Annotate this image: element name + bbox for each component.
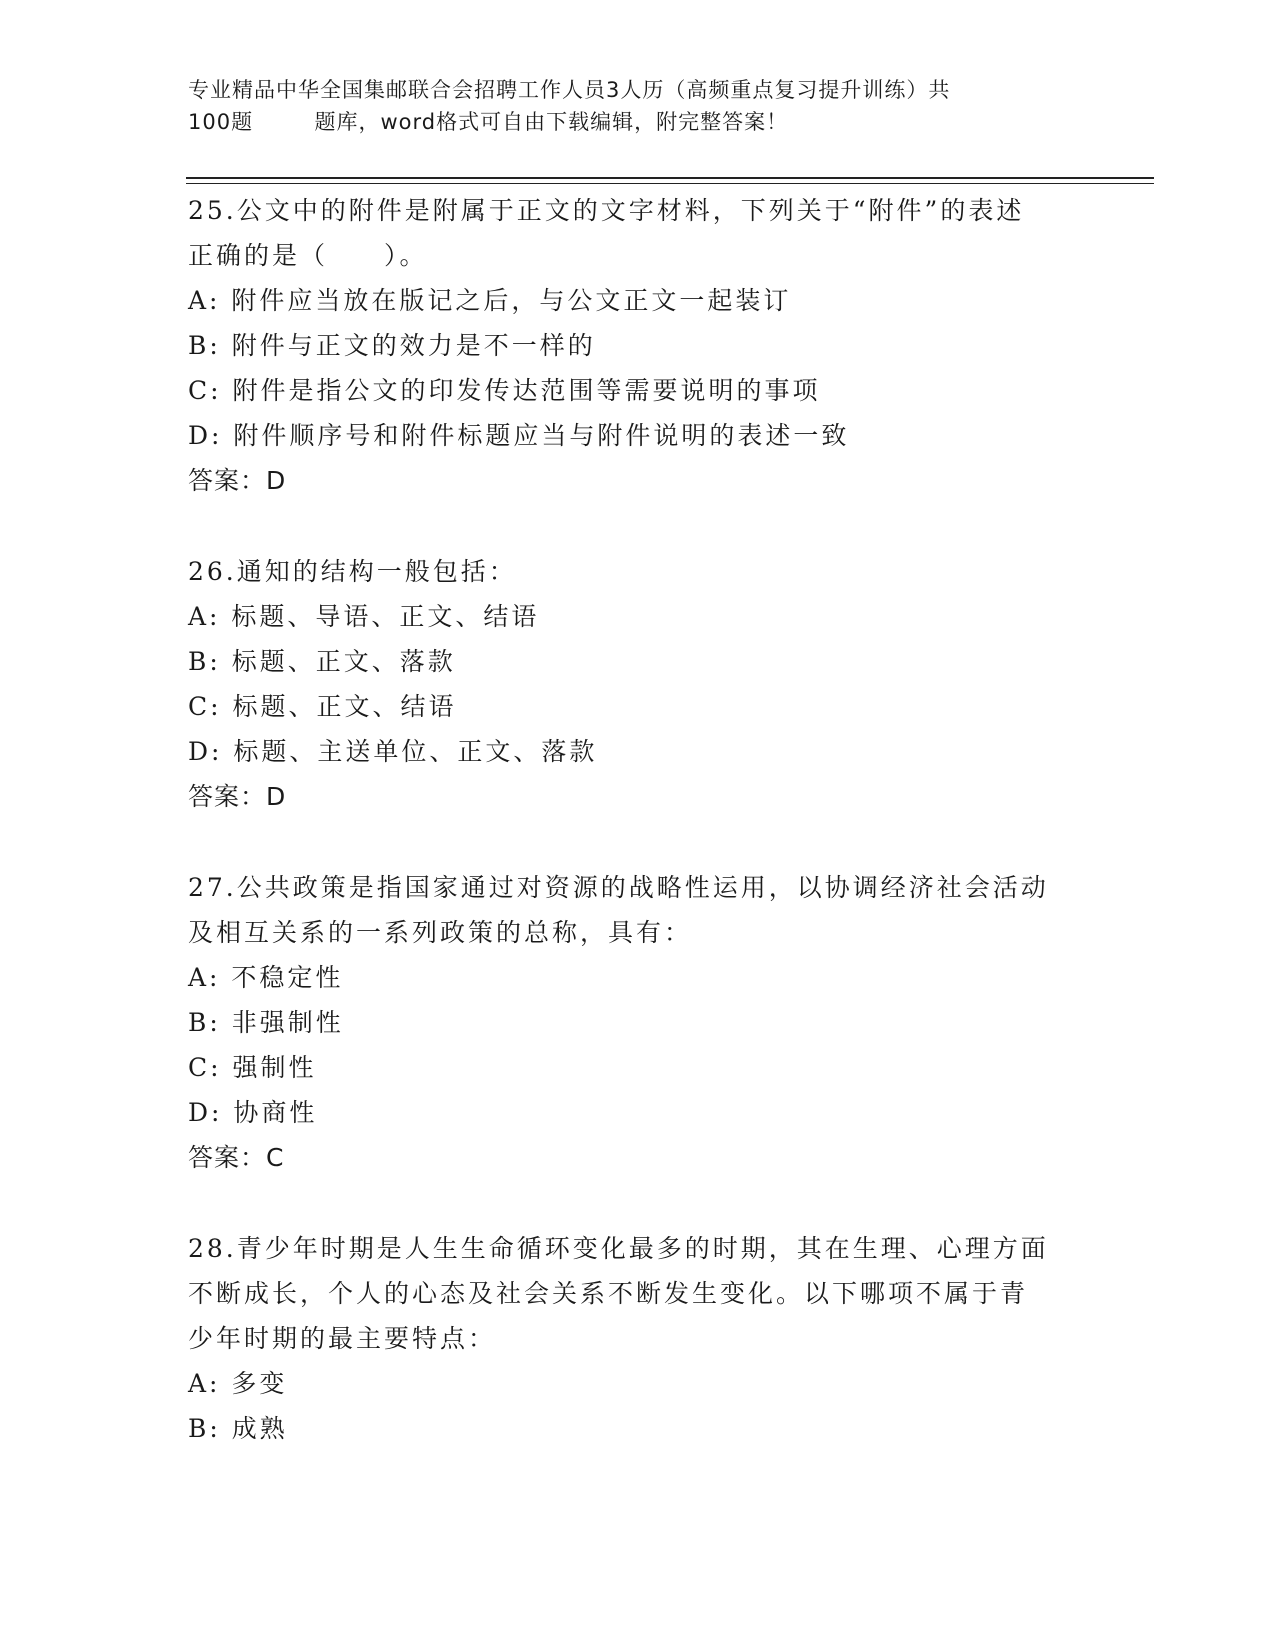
header-divider-thick	[186, 177, 1154, 179]
question-text-line: 正确的是（ ）。	[188, 241, 428, 270]
question-list	[188, 188, 1088, 1451]
question-text-line: 及相互关系的一系列政策的总称，具有：	[188, 918, 693, 947]
header-title-line-2: 100题 题库，word格式可自由下载编辑，附完整答案！	[188, 110, 789, 134]
answer-line: 答案：D	[188, 782, 287, 811]
option-b: B: 非强制性	[188, 1008, 344, 1037]
question-26	[188, 549, 1088, 819]
question-text-line: 25.公文中的附件是附属于正文的文字材料，下列关于“附件”的表述	[188, 196, 1025, 225]
header-divider-thin	[186, 183, 1154, 184]
option-d: D: 附件顺序号和附件标题应当与附件说明的表述一致	[188, 421, 850, 450]
option-a: A: 不稳定性	[188, 963, 344, 992]
option-b: B: 成熟	[188, 1414, 288, 1443]
question-28	[188, 1226, 1088, 1451]
question-text-line: 27.公共政策是指国家通过对资源的战略性运用，以协调经济社会活动	[188, 873, 1049, 902]
header-title-line-1: 专业精品中华全国集邮联合会招聘工作人员3人历（高频重点复习提升训练）共	[188, 78, 951, 102]
question-text-line: 26.通知的结构一般包括：	[188, 557, 517, 586]
option-a: A: 附件应当放在版记之后，与公文正文一起装订	[188, 286, 792, 315]
option-d: D: 标题、主送单位、正文、落款	[188, 737, 598, 766]
answer-line: 答案：D	[188, 466, 287, 495]
document-header	[188, 74, 1068, 138]
option-a: A: 标题、导语、正文、结语	[188, 602, 540, 631]
answer-line: 答案：C	[188, 1143, 285, 1172]
question-text-line: 28.青少年时期是人生生命循环变化最多的时期，其在生理、心理方面	[188, 1234, 1049, 1263]
question-text-line: 不断成长，个人的心态及社会关系不断发生变化。以下哪项不属于青	[188, 1279, 1029, 1308]
option-c: C: 附件是指公文的印发传达范围等需要说明的事项	[188, 376, 821, 405]
option-c: C: 标题、正文、结语	[188, 692, 457, 721]
option-c: C: 强制性	[188, 1053, 317, 1082]
option-d: D: 协商性	[188, 1098, 318, 1127]
option-b: B: 标题、正文、落款	[188, 647, 456, 676]
question-25	[188, 188, 1088, 503]
option-a: A: 多变	[188, 1369, 288, 1398]
option-b: B: 附件与正文的效力是不一样的	[188, 331, 596, 360]
question-27	[188, 865, 1088, 1180]
question-text-line: 少年时期的最主要特点：	[188, 1324, 497, 1353]
